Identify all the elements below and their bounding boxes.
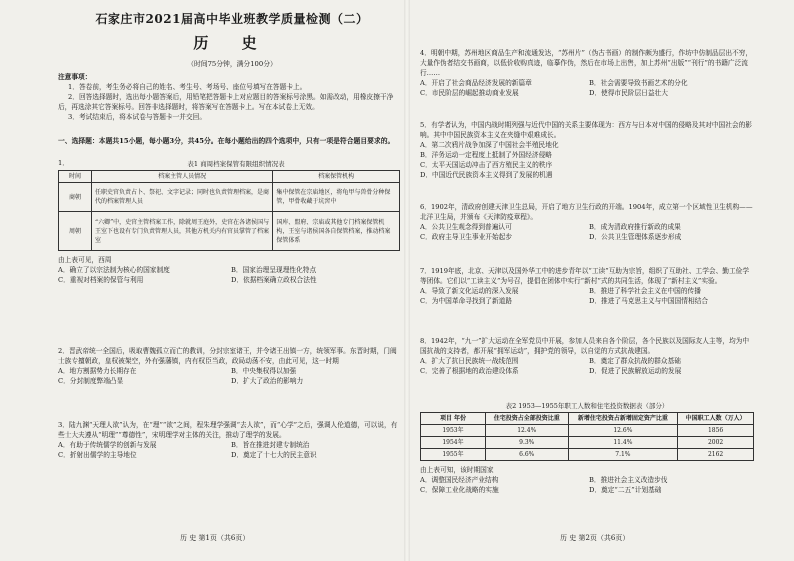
question-9 bbox=[420, 400, 754, 495]
option-a[interactable]: A．扩大了抗日民族统一战线范围 bbox=[420, 357, 519, 365]
option-b[interactable]: B．成为清政府推行新政的成果 bbox=[589, 223, 681, 231]
question-6 bbox=[420, 202, 754, 242]
footer-right: 历 史 第2页（共6页） bbox=[560, 534, 630, 542]
table-1-caption: 表1 商周档案保管有限组织情况表 bbox=[187, 160, 285, 168]
table-cell: “六卿”中，史官主管档案工作，除就周王庭外，史官在各诸侯国与王室下也设有专门负责管理人员，其他方机关内有官员掌管了档案室 bbox=[92, 212, 273, 251]
question-stem: 7．1919年底，北京、天津以及国外华工中的进步青年以“工读”互助为宗旨，组织了互助社、工学会、勤工俭学等团体。它们以“工读主义”为号召，提倡在团体中实行“新村”式的共同生活，体现了“新村主义”实验。 bbox=[420, 267, 750, 285]
option-a[interactable]: A．地方割据势力长期存在 bbox=[58, 367, 137, 375]
table-cell: 集中保管在宗庙地区，将龟甲与兽骨分种保管，甲骨收藏于坑窖中 bbox=[273, 183, 400, 212]
question-stem: 6．1902年，清政府创建天津卫生总局，开启了地方卫生行政的开端。1904年，成立第一个区域性卫生机构——北洋卫生局，并颁布《天津防疫章程》。 bbox=[420, 203, 753, 221]
option-c[interactable]: C．为中国革命寻找到了新道路 bbox=[420, 297, 513, 305]
option-a[interactable]: A．调整国民经济产业结构 bbox=[420, 476, 499, 484]
table-row bbox=[421, 437, 754, 449]
note-item: 2．回答选择题时，选出每小题答案后，用铅笔把答题卡上对应题目的答案标号涂黑。如需改动，用橡皮擦干净后，再选涂其它答案标号。回答非选择题时，将答案写在答题卡上。写在本试卷上无效。 bbox=[58, 93, 394, 111]
table-cell: 2002 bbox=[678, 437, 754, 449]
question-stem: 3．陆九渊“天理人欲”认为，在“理”“欲”之间，程朱理学强调“去人欲”，而“心学”之后，强调人伦道德，可以说，有些士大夫遵从“明理”“尊德性”，宋明理学对主体的关注，推动了理学的发展。 bbox=[58, 421, 398, 439]
question-5 bbox=[420, 120, 754, 180]
options bbox=[58, 265, 400, 285]
table-cell: 1954年 bbox=[421, 437, 486, 449]
option-d[interactable]: D．奠定“二五”计划基础 bbox=[589, 486, 662, 494]
note-item: 3．考试结束后，将本试卷与答题卡一并交回。 bbox=[68, 113, 207, 121]
table-row bbox=[59, 212, 400, 251]
option-d[interactable]: D．扩大了政治的影响力 bbox=[231, 377, 304, 385]
exam-title: 石家庄市2021届高中毕业班教学质量检测（二） bbox=[95, 12, 369, 26]
options bbox=[420, 356, 754, 376]
option-b[interactable]: B．洋务运动一定程度上抵制了外国经济侵略 bbox=[420, 151, 552, 159]
option-b[interactable]: B．推进社会主义改造步伐 bbox=[589, 476, 668, 484]
option-b[interactable]: B．社会需要导致书画艺术的分化 bbox=[589, 79, 688, 87]
table-cell: 1953年 bbox=[421, 425, 486, 437]
options bbox=[58, 366, 400, 386]
option-a[interactable]: A．公共卫生观念得到普遍认可 bbox=[420, 223, 512, 231]
time-note: （时间75分钟，满分100分） bbox=[187, 60, 277, 68]
question-4 bbox=[420, 48, 754, 98]
option-b[interactable]: B．旨在推进封建专制统治 bbox=[231, 441, 310, 449]
table-cell: 国库、盟府、宗庙或其他专门档案保管机构，王室与诸侯国各自保管档案，推动档案保管体系 bbox=[273, 212, 400, 251]
options bbox=[420, 286, 754, 306]
options bbox=[420, 140, 754, 180]
option-d[interactable]: D．公共卫生管理体系逐步形成 bbox=[589, 233, 682, 241]
options bbox=[420, 78, 754, 98]
option-d[interactable]: D．使得市民阶层日益壮大 bbox=[589, 89, 668, 97]
notes-heading: 注意事项： bbox=[58, 73, 92, 81]
option-b[interactable]: B．中央集权得以加强 bbox=[231, 367, 297, 375]
section-heading: 一、选择题：本题共15小题，每小题3分，共45分。在每小题给出的四个选项中，只有一项是符合题目要求的。 bbox=[58, 137, 395, 145]
option-d[interactable]: D．依据档案确立政权合法性 bbox=[231, 276, 317, 284]
option-d[interactable]: D．奠定了十七大的民主意识 bbox=[231, 451, 317, 459]
question-1 bbox=[58, 158, 400, 285]
table-cell: 2162 bbox=[678, 449, 754, 461]
footer-left: 历 史 第1页（共6页） bbox=[180, 534, 250, 542]
option-c[interactable]: C．政府主导卫生事业开始起步 bbox=[420, 233, 513, 241]
option-c[interactable]: C．市民阶层的崛起推动商业发展 bbox=[420, 89, 519, 97]
subject-title: 历 史 bbox=[193, 34, 271, 52]
table-1 bbox=[58, 170, 400, 251]
option-b[interactable]: B．国家治理呈现理性化特点 bbox=[231, 266, 317, 274]
table-cell: 1955年 bbox=[421, 449, 486, 461]
table-2 bbox=[420, 412, 754, 461]
table-header: 项目 年份 bbox=[421, 413, 486, 425]
table-header: 档案保管机构 bbox=[273, 171, 400, 183]
option-c[interactable]: C．重视对档案的保管与利用 bbox=[58, 276, 144, 284]
table-cell: 周朝 bbox=[59, 212, 92, 251]
table-header: 新增住宅投资占新增固定资产比重 bbox=[568, 413, 678, 425]
option-c[interactable]: C．太平天国运动冲击了西方殖民主义的秩序 bbox=[420, 161, 553, 169]
question-stem: 由上表可见，西周 bbox=[58, 256, 112, 264]
notes-block bbox=[58, 72, 400, 122]
option-a[interactable]: A．导致了新文化运动的深入发展 bbox=[420, 287, 519, 295]
table-header: 住宅投资占全部投资比重 bbox=[486, 413, 569, 425]
option-d[interactable]: D．推进了马克思主义与中国国情相结合 bbox=[589, 297, 709, 305]
table-row bbox=[421, 449, 754, 461]
option-d[interactable]: D．中国近代民族资本主义得到了发展的机遇 bbox=[420, 171, 553, 179]
table-cell: 9.3% bbox=[486, 437, 569, 449]
table-cell: 12.6% bbox=[568, 425, 678, 437]
table-cell: 12.4% bbox=[486, 425, 569, 437]
option-c[interactable]: C．保障工业化战略的实施 bbox=[420, 486, 499, 494]
table-header: 时间 bbox=[59, 171, 92, 183]
option-a[interactable]: A．有助于传统儒学的创新与发展 bbox=[58, 441, 157, 449]
option-b[interactable]: B．奠定了群众抗战的群众基础 bbox=[589, 357, 681, 365]
option-c[interactable]: C．折射出儒学的主导地位 bbox=[58, 451, 137, 459]
table-cell: 任职史官负责占卜、祭祀、文字记录；同时也负责管理档案，是商代的档案管理人员 bbox=[92, 183, 273, 212]
page-fold bbox=[404, 0, 410, 561]
table-header: 中国职工人数（万人） bbox=[678, 413, 754, 425]
question-stem: 2．晋武帝统一全国后，吸取曹魏孤立而亡的教训，分封宗室诸王，并令诸王出镇一方，统领军事。东晋时期，门阀士族专擅朝政，皇权被架空，外有强藩镇，内有权臣当政，政局动荡不安，由此可见，这一时期 bbox=[58, 347, 397, 365]
table-header: 档案主管人员情况 bbox=[92, 171, 273, 183]
option-a[interactable]: A．确立了以宗法制为核心的国家制度 bbox=[58, 266, 170, 274]
note-item: 1．答卷前，考生务必将自己的姓名、考生号、考场号、座位号填写在答题卡上。 bbox=[68, 83, 307, 91]
table-2-caption: 表2 1953—1955年职工人数和住宅投资数据表（部分） bbox=[505, 402, 669, 410]
option-a[interactable]: A．第二次鸦片战争加深了中国社会半殖民地化 bbox=[420, 141, 559, 149]
table-cell: 6.6% bbox=[486, 449, 569, 461]
table-cell: 7.1% bbox=[568, 449, 678, 461]
question-stem: 由上表可知，该时期国家 bbox=[420, 466, 494, 474]
table-cell: 1856 bbox=[678, 425, 754, 437]
question-8 bbox=[420, 336, 754, 376]
table-cell: 11.4% bbox=[568, 437, 678, 449]
question-stem: 4．明朝中期，苏州地区商品生产和流通发达，“苏州片”（伪古书画）的制作颇为盛行，作坊中仿制品层出不穷，大量作伪者结交书画商，以低价收购真迹，临摹作伪，然后在市场上出售，加上苏州“出版”“刊行”的书籍广泛流行…… bbox=[420, 49, 753, 77]
option-d[interactable]: D．促进了民族解放运动的发展 bbox=[589, 367, 682, 375]
table-cell: 商朝 bbox=[59, 183, 92, 212]
option-c[interactable]: C．完善了根据地的政治建设体系 bbox=[420, 367, 519, 375]
options bbox=[58, 440, 400, 460]
question-3 bbox=[58, 420, 400, 460]
question-7 bbox=[420, 266, 754, 306]
question-stem: 5．有学者认为，中国内战时期列强与近代中国的关系主要体现为：西方与日本对中国的侵略及其对中国社会的影响。其中中国民族资本主义在夹缝中艰难成长。 bbox=[420, 121, 752, 139]
question-stem: 8．1942年，“九一”扩大运动在全军党员中开展，参加人员来自各个阶层，各个民族以及国际友人主等，均为中国抗战的支持者，都开展“拥军运动”，拥护党的领导，以自觉的方式抗战建国。 bbox=[420, 337, 750, 355]
options bbox=[420, 222, 754, 242]
question-number: 1． bbox=[58, 159, 69, 167]
option-b[interactable]: B．推进了科学社会主义在中国的传播 bbox=[589, 287, 701, 295]
option-c[interactable]: C．分封制度弊端凸显 bbox=[58, 377, 124, 385]
question-2 bbox=[58, 346, 400, 386]
options bbox=[420, 475, 754, 495]
table-row bbox=[59, 183, 400, 212]
table-row bbox=[421, 425, 754, 437]
option-a[interactable]: A．开启了社会商品经济发展的新篇章 bbox=[420, 79, 532, 87]
